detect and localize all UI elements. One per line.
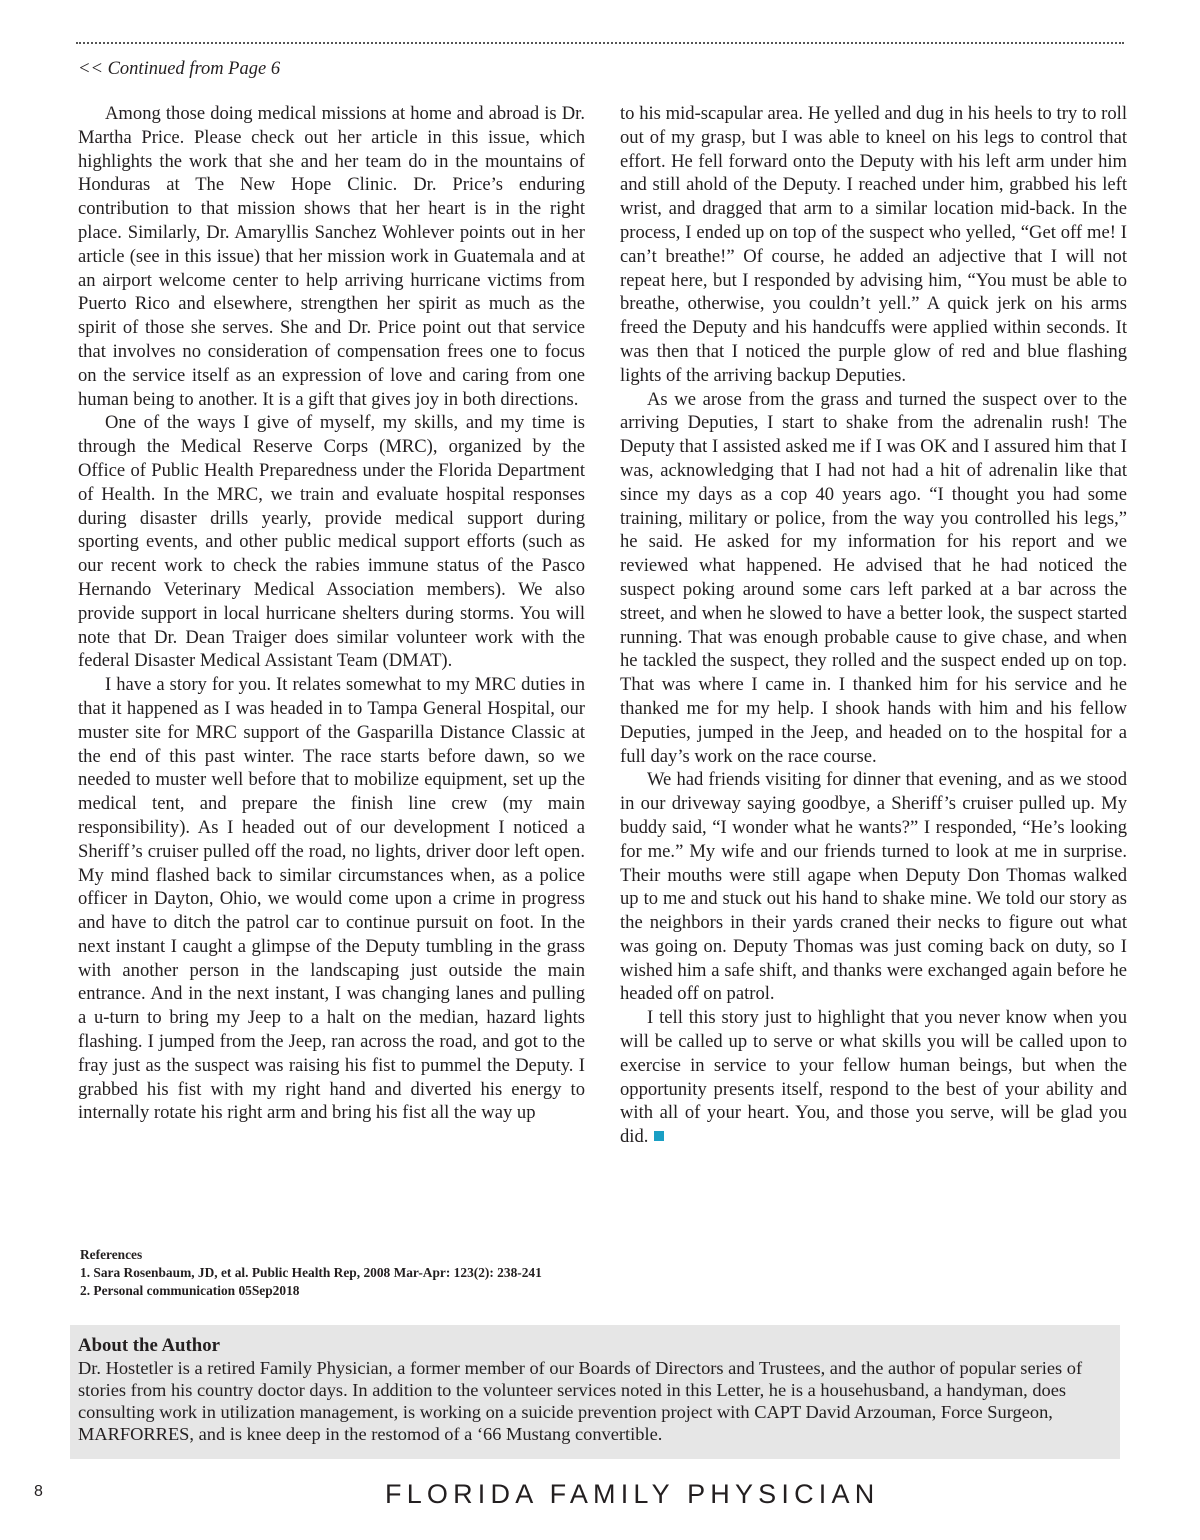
paragraph: As we arose from the grass and turned the suspect over to the arriving Deputies, I start to shake from the adrenalin rush! The Deputy that I assisted asked me if I was OK and I assured him that I was, acknowledging that I had not had a hit of adrenalin like that since my days as a cop 40 years ago. “I thought you had some training, military or police, from the way you controlled his legs,” he said. He asked for my information for his report and we reviewed what happened. He advised that he had noticed the suspect poking around some cars left parked at a bar across the street, and when he slowed to have a better look, the suspect started running. That was enough probable cause to give chase, and when he tackled the suspect, they rolled and the suspect ended up on top. That was where I came in. I thanked him for his service and he thanked me for my help. I shook hands with him and his fellow Deputies, jumped in the Jeep, and headed on to the hospital for a full day’s work on the race course. — [620, 388, 1127, 767]
about-the-author-title: About the Author — [78, 1335, 220, 1356]
paragraph: We had friends visiting for dinner that evening, and as we stood in our driveway saying goodbye, a Sheriff’s cruiser pulled up. My buddy said, “I wonder what he wants?” I responded, “He’s looking for me.” My wife and our friends turned to look at me in surprise. Their mouths were still agape when Deputy Don Thomas walked up to me and stuck out his hand to shake mine. We told our story as the neighbors in their yards craned their necks to figure out what was going on. Deputy Thomas was just coming back on duty, so I wished him a safe shift, and thanks were exchanged again before he headed off on patrol. — [620, 769, 1127, 1005]
right-column — [620, 102, 1127, 1149]
paragraph-final — [620, 1006, 1127, 1149]
about-the-author-box — [70, 1325, 1120, 1459]
left-column — [78, 102, 585, 1125]
paragraph: I have a story for you. It relates somewhat to my MRC duties in that it happened as I was headed in to Tampa General Hospital, our muster site for MRC support of the Gasparilla Distance Classic at the end of this past winter. The race starts before dawn, so we needed to muster well before that to mobilize equipment, set up the medical tent, and prepare the finish line crew (my main responsibility). As I headed out of our development I noticed a Sheriff’s cruiser pulled off the road, no lights, driver door left open. My mind flashed back to similar circumstances when, as a police officer in Dayton, Ohio, we would come upon a crime in progress and have to ditch the patrol car to continue pursuit on foot. In the next instant I caught a glimpse of the Deputy tumbling in the grass with another person in the landscaping just outside the main entrance. And in the next instant, I was changing lanes and pulling a u-turn to bring my Jeep to a halt on the median, hazard lights flashing. I jumped from the Jeep, ran across the road, and got to the fray just as the suspect was raising his fist to pummel the Deputy. I grabbed his fist with my right hand and diverted his energy to internally rotate his right arm and bring his fist all the way up — [78, 674, 585, 1124]
references-title: References — [80, 1247, 143, 1262]
publication-title: FLORIDA FAMILY PHYSICIAN — [385, 1479, 880, 1509]
end-of-article-square-icon — [654, 1131, 664, 1141]
paragraph-continuation: to his mid-scapular area. He yelled and dug in his heels to try to roll out of my grasp, but I was able to kneel on his legs to control that effort. He fell forward onto the Deputy with his left arm under him and still ahold of the Deputy. I reached under him, grabbed his left wrist, and dragged that arm to a similar location mid-back. In the process, I ended up on top of the suspect who yelled, “Get off me! I can’t breathe!” Of course, he added an adjective that I will not repeat here, but I responded by advising him, “You must be able to breathe, otherwise, you couldn’t yell.” A quick jerk on his arms freed the Deputy and his handcuffs were applied within seconds. It was then that I noticed the purple glow of red and blue flashing lights of the arriving backup Deputies. — [620, 103, 1127, 386]
reference-item: 1. Sara Rosenbaum, JD, et al. Public Health Rep, 2008 Mar-Apr: 123(2): 238-241 — [80, 1265, 542, 1280]
about-the-author-text: Dr. Hostetler is a retired Family Physician, a former member of our Boards of Directors and Trustees, and the author of popular series of stories from his country doctor days. In addition to the volunteer services noted in this Letter, he is a househusband, a handyman, does consulting work in utilization management, is working on a suicide prevention project with CAPT David Arzouman, Force Surgeon, MARFORRES, and is knee deep in the restomod of a ‘66 Mustang convertible. — [78, 1358, 1083, 1444]
page-number: 8 — [34, 1483, 43, 1500]
top-dotted-rule — [76, 42, 1124, 44]
paragraph-final-text: I tell this story just to highlight that you never know when you will be called up to serve or what skills you will be called upon to exercise in service to your fellow human beings, but when the opportunity presents itself, respond to the best of your ability and with all of your heart. You, and those you serve, will be glad you did. — [620, 1007, 1127, 1148]
paragraph: One of the ways I give of myself, my skills, and my time is through the Medical Reserve Corps (MRC), organized by the Office of Public Health Preparedness under the Florida Department of Health. In the MRC, we train and evaluate hospital responses during disaster drills yearly, provide medical support during sporting events, and other public medical support efforts (such as our recent work to check the rabies immune status of the Pasco Hernando Veterinary Medical Association members). We also provide support in local hurricane shelters during storms. You will note that Dr. Dean Traiger does similar volunteer work with the federal Disaster Medical Assistant Team (DMAT). — [78, 412, 585, 672]
paragraph: Among those doing medical missions at home and abroad is Dr. Martha Price. Please check out her article in this issue, which highlights the work that she and her team do in the mountains of Honduras at The New Hope Clinic. Dr. Price’s enduring contribution to that mission shows that her heart is in the right place. Similarly, Dr. Amaryllis Sanchez Wohlever points out in her article (see in this issue) that her mission work in Guatemala and at an airport welcome center to help arriving hurricane victims from Puerto Rico and elsewhere, strengthen her spirit as much as the spirit of those she serves. She and Dr. Price point out that service that involves no consideration of compensation frees one to focus on the service itself as an expression of love and caring from one human being to another. It is a gift that gives joy in both directions. — [78, 103, 585, 410]
references — [80, 1246, 542, 1300]
continued-from-label: << Continued from Page 6 — [78, 59, 281, 79]
reference-item: 2. Personal communication 05Sep2018 — [80, 1283, 300, 1298]
